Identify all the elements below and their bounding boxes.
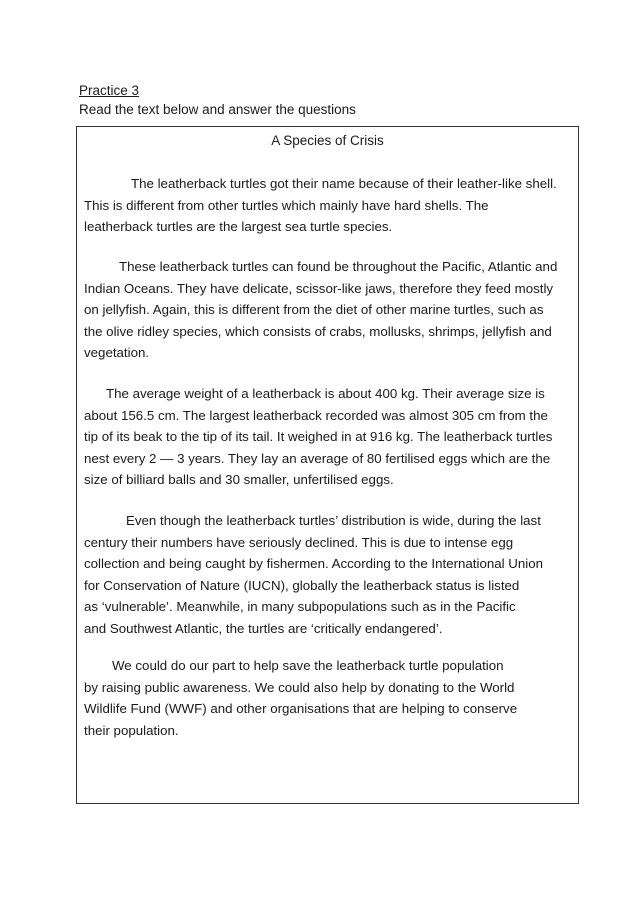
paragraph-line: by raising public awareness. We could also help by donating to the World: [84, 679, 515, 695]
paragraph-line: nest every 2 — 3 years. They lay an average of 80 fertilised eggs which are the: [84, 450, 551, 466]
paragraph-line: Indian Oceans. They have delicate, scissor-like jaws, therefore they feed mostly: [84, 280, 554, 296]
paragraph-line: tip of its beak to the tip of its tail. It weighed in at 916 kg. The leatherback turtles: [84, 429, 553, 444]
instruction-text: Read the text below and answer the questions: [79, 102, 356, 117]
paragraph-line: The leatherback turtles got their name because of their leather-like shell.: [131, 176, 557, 191]
paragraph-4: [84, 510, 574, 639]
paragraph-line: These leatherback turtles can found be throughout the Pacific, Atlantic and: [119, 259, 558, 274]
paragraph-line: as ‘vulnerable’. Meanwhile, in many subpopulations such as in the Pacific: [84, 599, 516, 614]
page-heading: [79, 81, 356, 119]
paragraph-line: and Southwest Atlantic, the turtles are ‘critically endangered’.: [84, 620, 443, 636]
paragraph-line: The average weight of a leatherback is about 400 kg. Their average size is: [106, 386, 545, 401]
paragraph-line: We could do our part to help save the leatherback turtle population: [112, 658, 504, 673]
paragraph-line: on jellyfish. Again, this is different from the diet of other marine turtles, such as: [84, 302, 544, 317]
paragraph-line: collection and being caught by fishermen. According to the International Union: [84, 556, 544, 571]
passage-title: A Species of Crisis: [271, 133, 384, 148]
paragraph-1: [84, 173, 574, 238]
paragraph-line: century their numbers have seriously declined. This is due to intense egg: [84, 534, 514, 550]
paragraph-line: for Conservation of Nature (IUCN), globally the leatherback status is listed: [84, 577, 520, 593]
practice-title: Practice 3: [79, 83, 140, 98]
paragraph-line: leatherback turtles are the largest sea turtle species.: [84, 219, 393, 234]
paragraph-line: about 156.5 cm. The largest leatherback recorded was almost 305 cm from the: [84, 407, 548, 423]
paragraph-2: [84, 256, 574, 364]
paragraph-5: [84, 655, 574, 741]
paragraph-line: their population.: [84, 722, 179, 738]
paragraph-line: vegetation.: [84, 345, 150, 360]
paragraph-line: Even though the leatherback turtles’ distribution is wide, during the last: [126, 513, 541, 528]
paragraph-3: [84, 383, 574, 491]
paragraph-line: This is different from other turtles which mainly have hard shells. The: [84, 197, 489, 213]
paragraph-line: the olive ridley species, which consists of crabs, mollusks, shrimps, jellyfish and: [84, 323, 552, 339]
passage-box: [76, 126, 579, 804]
paragraph-line: Wildlife Fund (WWF) and other organisations that are helping to conserve: [84, 701, 518, 716]
paragraph-line: size of billiard balls and 30 smaller, unfertilised eggs.: [84, 472, 394, 487]
